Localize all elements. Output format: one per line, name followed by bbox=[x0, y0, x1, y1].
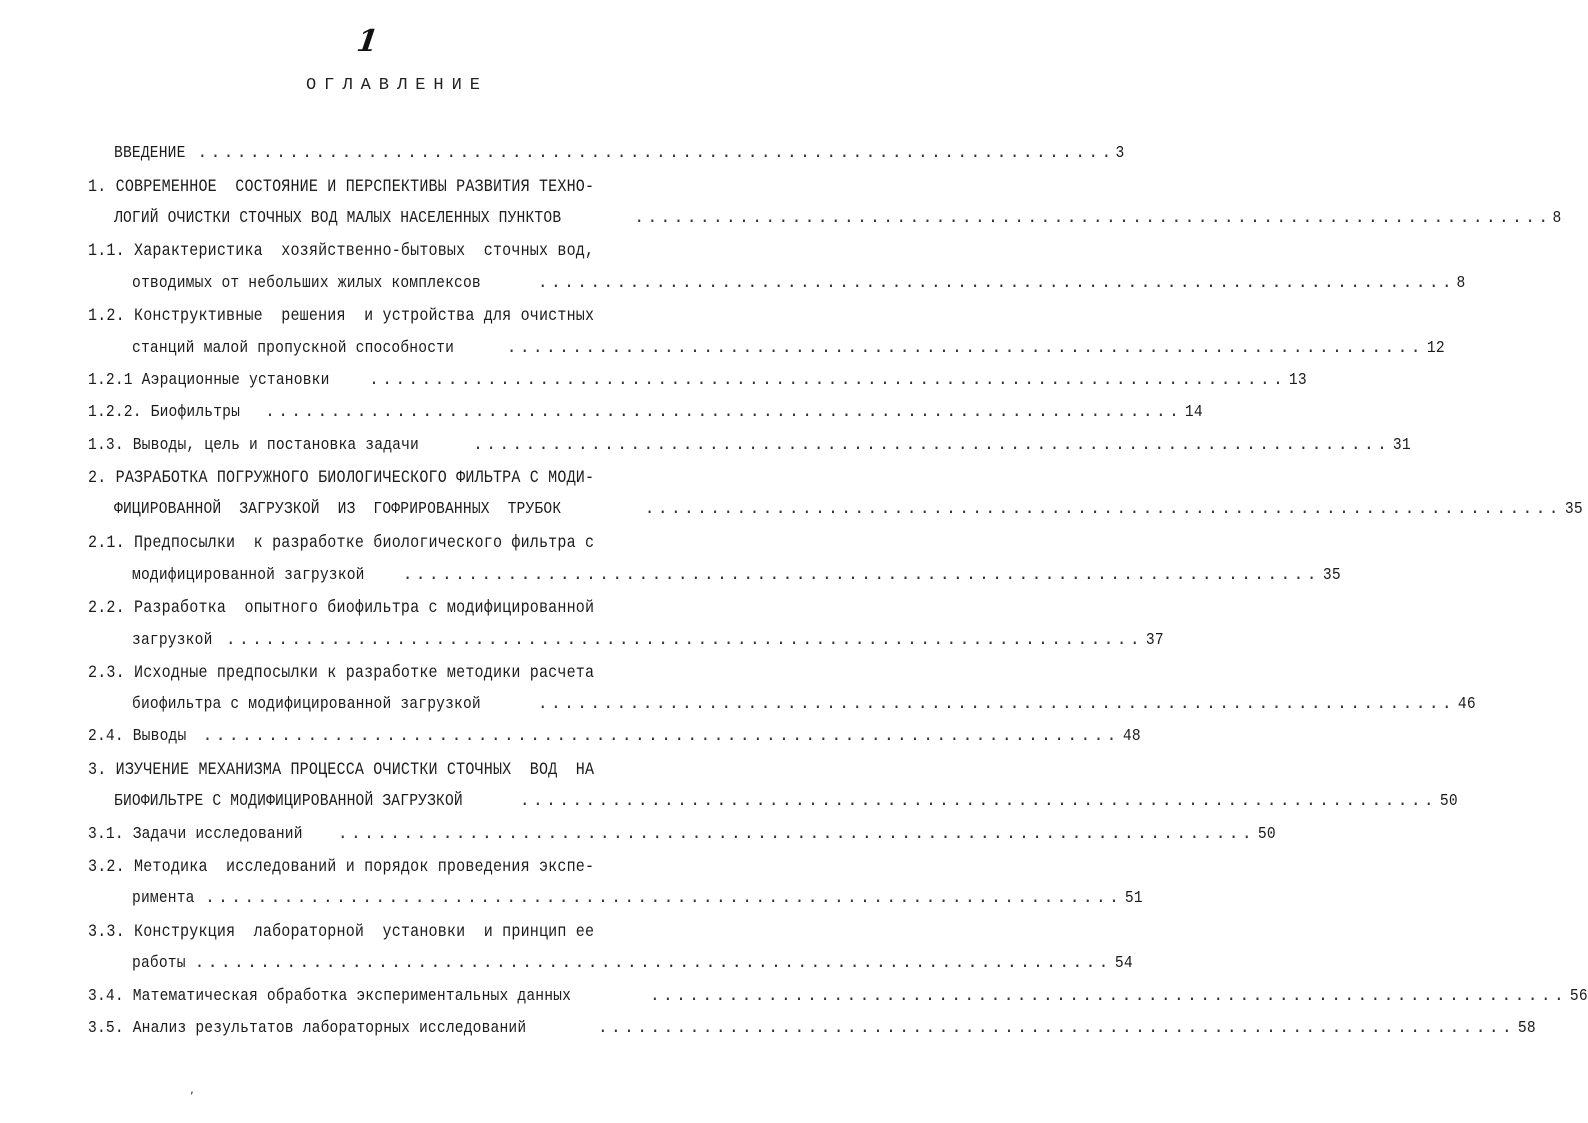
toc-entry-2-3-line-2: биофильтра с модифицированной загрузкой ...................................................................... 46 bbox=[132, 695, 1476, 714]
toc-entry-introduction: ВВЕДЕНИЕ ...................................................................... 3 bbox=[114, 144, 1125, 163]
toc-entry-2-2-line-2: загрузкой ...................................................................... 37 bbox=[132, 631, 1164, 650]
toc-entry-2-4: 2.4. Выводы ...................................................................... 48 bbox=[88, 727, 1141, 746]
toc-entry-1-1-line-2: отводимых от небольших жилых комплексов ...................................................................... 8 bbox=[132, 274, 1466, 293]
toc-entry-2-1-line-1: 2.1. Предпосылки к разработке биологического фильтра с bbox=[88, 533, 595, 553]
toc-entry-chapter-1-line-1: 1. СОВРЕМЕННОЕ СОСТОЯНИЕ И ПЕРСПЕКТИВЫ РАЗВИТИЯ ТЕХНО- bbox=[88, 177, 595, 197]
toc-entry-1-1-line-1: 1.1. Характеристика хозяйственно-бытовых сточных вод, bbox=[88, 241, 595, 261]
toc-entry-chapter-2-line-1: 2. РАЗРАБОТКА ПОГРУЖНОГО БИОЛОГИЧЕСКОГО ФИЛЬТРА С МОДИ- bbox=[88, 468, 595, 488]
handwritten-page-number: 1 bbox=[354, 24, 381, 59]
toc-entry-2-3-line-1: 2.3. Исходные предпосылки к разработке методики расчета bbox=[88, 663, 595, 683]
toc-entry-3-3-line-2: работы ...................................................................... 54 bbox=[132, 954, 1133, 973]
toc-entry-3-2-line-1: 3.2. Методика исследований и порядок проведения экспе- bbox=[88, 857, 595, 877]
scan-speck: , bbox=[190, 1082, 194, 1096]
toc-entry-1-2-line-2: станций малой пропускной способности ...................................................................... 12 bbox=[132, 339, 1445, 358]
toc-entry-2-1-line-2: модифицированной загрузкой ...................................................................... 35 bbox=[132, 566, 1341, 585]
toc-entry-chapter-2-line-2: ФИЦИРОВАННОЙ ЗАГРУЗКОЙ ИЗ ГОФРИРОВАННЫХ ТРУБОК ...................................................................... 35 bbox=[114, 500, 1583, 519]
toc-entry-1-2-2: 1.2.2. Биофильтры ...................................................................... 14 bbox=[88, 403, 1203, 422]
toc-entry-chapter-3-line-2: БИОФИЛЬТРЕ С МОДИФИЦИРОВАННОЙ ЗАГРУЗКОЙ ...................................................................... 50 bbox=[114, 792, 1458, 811]
toc-entry-1-3: 1.3. Выводы, цель и постановка задачи ...................................................................... 31 bbox=[88, 436, 1411, 455]
toc-entry-3-5: 3.5. Анализ результатов лабораторных исследований ...................................................................... 58 bbox=[88, 1019, 1536, 1038]
toc-entry-chapter-3-line-1: 3. ИЗУЧЕНИЕ МЕХАНИЗМА ПРОЦЕССА ОЧИСТКИ СТОЧНЫХ ВОД НА bbox=[88, 760, 595, 780]
toc-entry-3-4: 3.4. Математическая обработка экспериментальных данных ...................................................................... 56 bbox=[88, 987, 1588, 1006]
toc-entry-3-1: 3.1. Задачи исследований ...................................................................... 50 bbox=[88, 825, 1276, 844]
toc-entry-2-2-line-1: 2.2. Разработка опытного биофильтра с модифицированной bbox=[88, 598, 595, 618]
toc-title: ОГЛАВЛЕНИЕ bbox=[305, 76, 489, 95]
toc-entry-3-3-line-1: 3.3. Конструкция лабораторной установки и принцип ее bbox=[88, 922, 595, 942]
toc-entry-chapter-1-line-2: ЛОГИЙ ОЧИСТКИ СТОЧНЫХ ВОД МАЛЫХ НАСЕЛЕННЫХ ПУНКТОВ ...................................................................... 8 bbox=[114, 209, 1562, 228]
toc-entry-3-2-line-2: римента ...................................................................... 51 bbox=[132, 889, 1143, 908]
toc-entry-1-2-1: 1.2.1 Аэрационные установки ...................................................................... 13 bbox=[88, 371, 1307, 390]
toc-entry-1-2-line-1: 1.2. Конструктивные решения и устройства для очистных bbox=[88, 306, 595, 326]
